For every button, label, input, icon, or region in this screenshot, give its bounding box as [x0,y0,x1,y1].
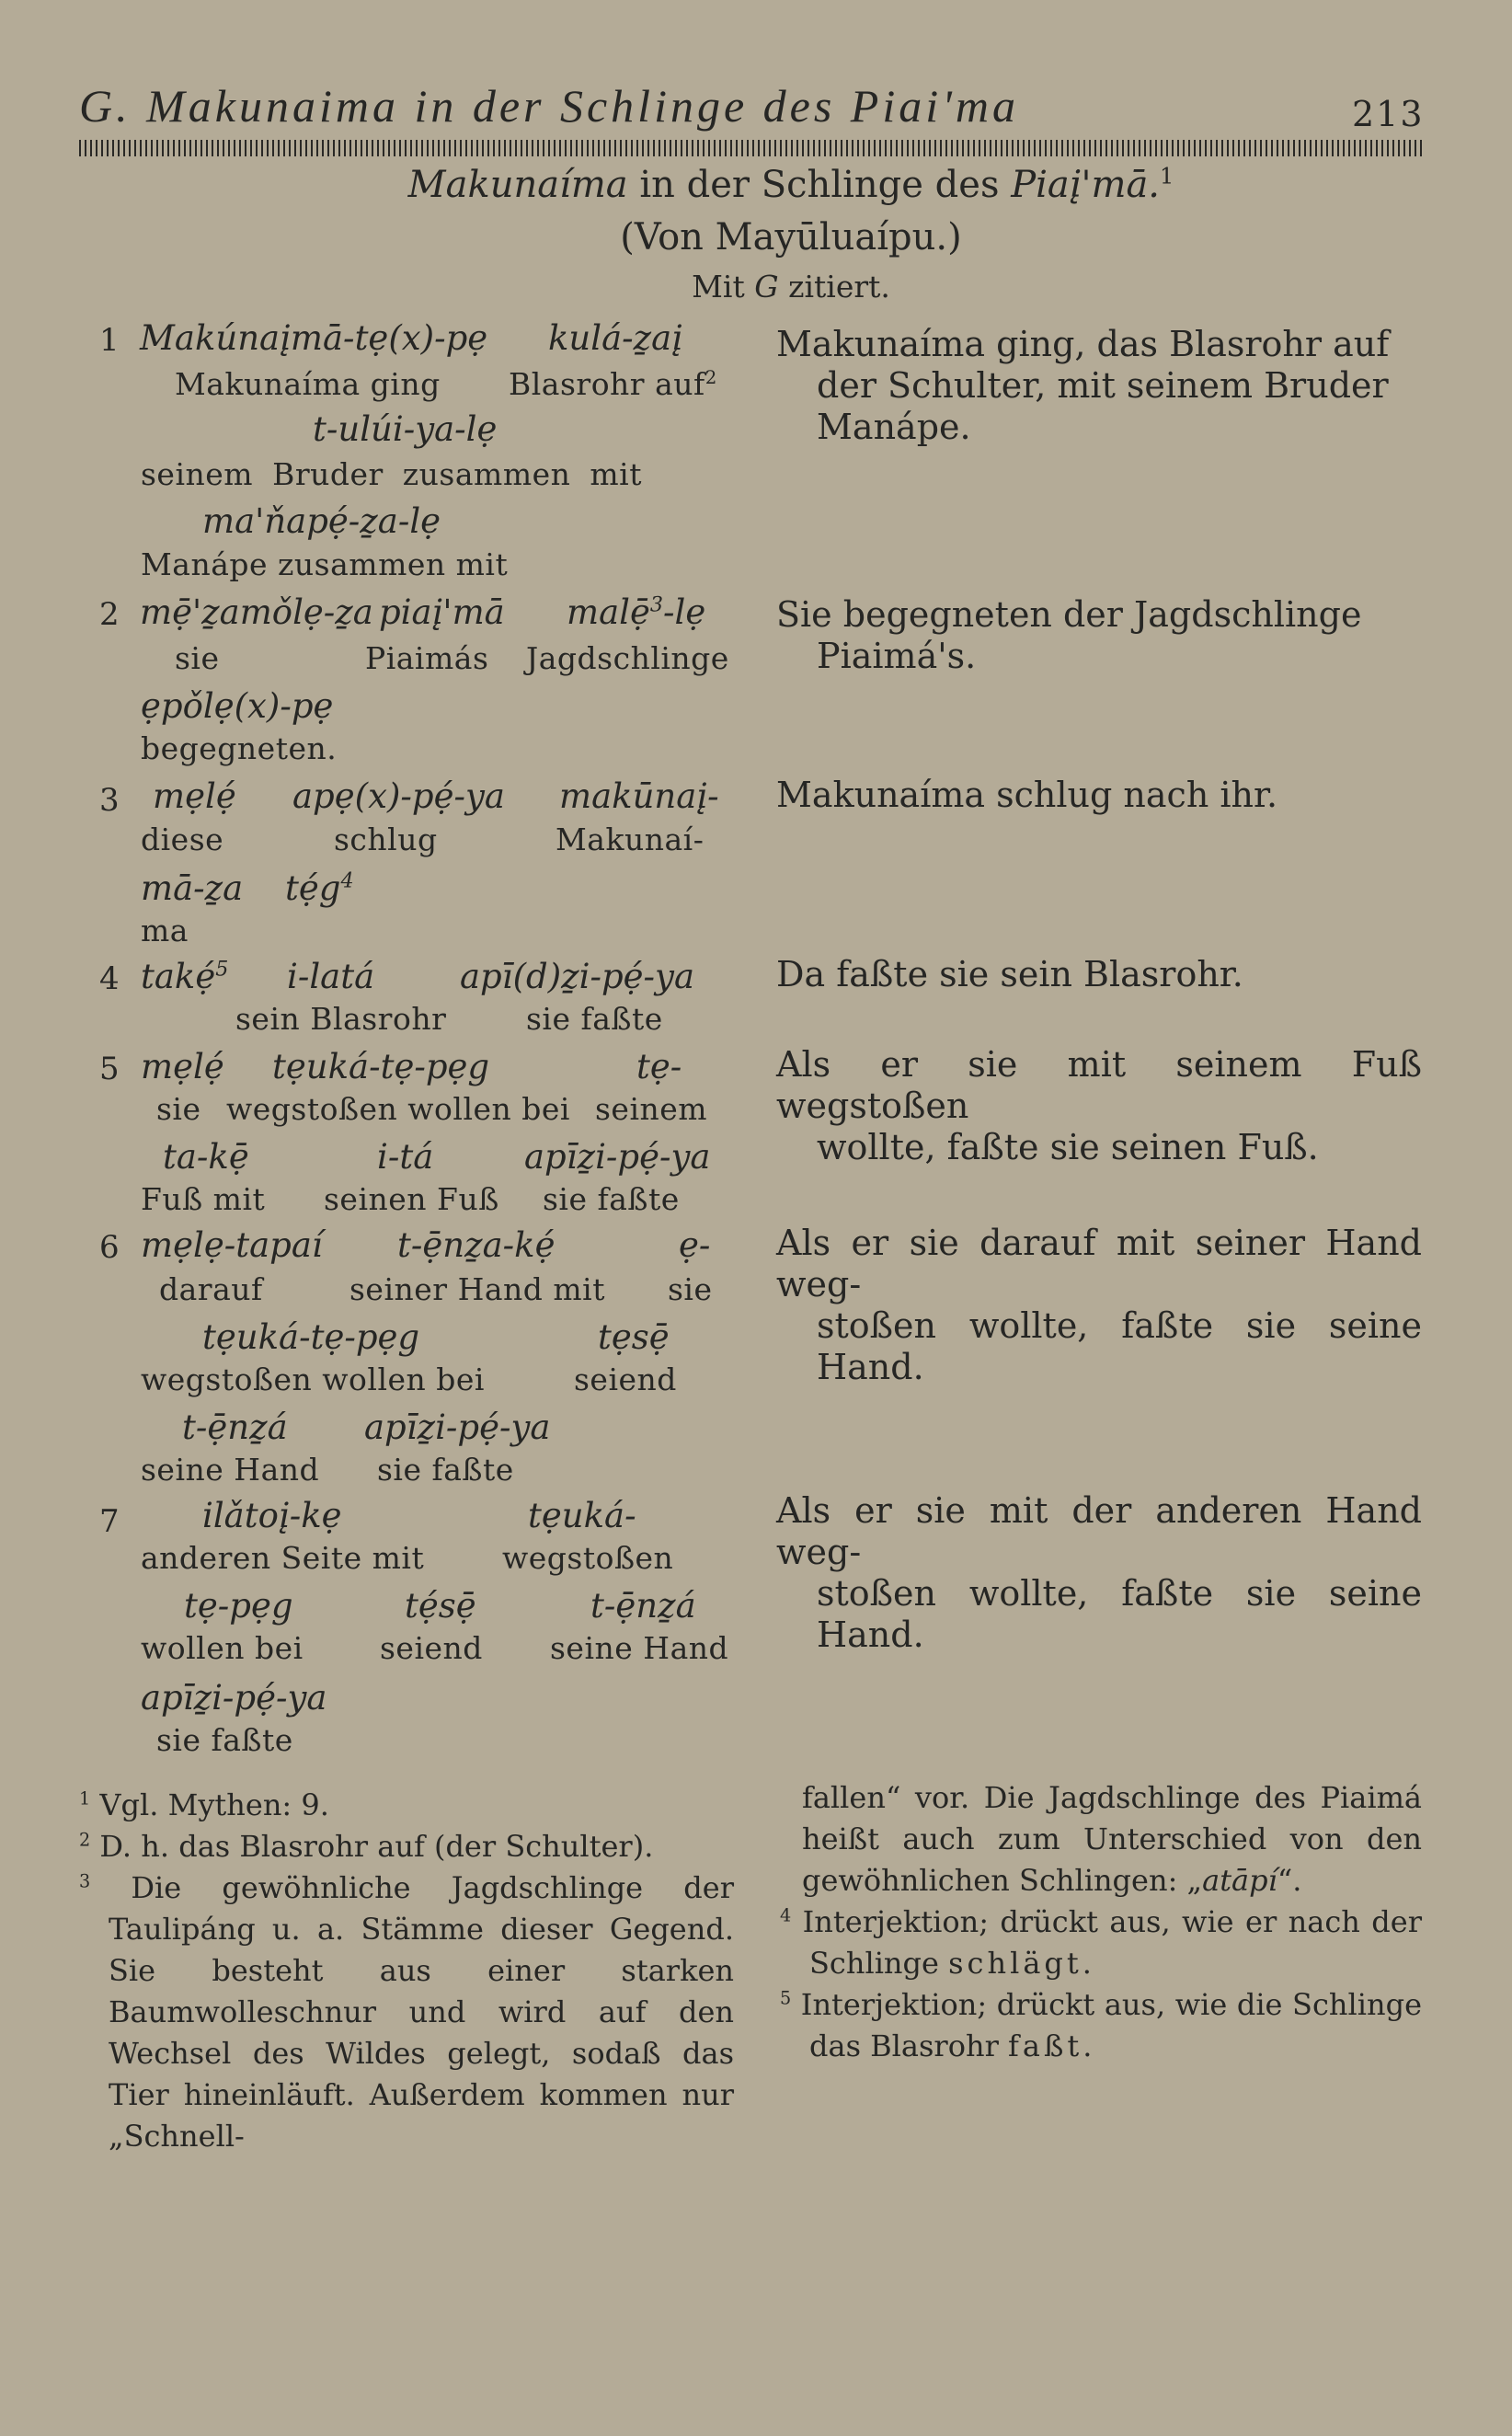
footnote-text: Vgl. Mythen: 9. [99,1787,329,1822]
title-name: Makunaíma [407,164,628,206]
title-mid: in der Schlinge des [627,164,1012,206]
footnote [780,1984,1422,2067]
native-text: -lẹ [663,592,706,632]
native-word: mā-ẕa [141,868,244,908]
gloss-word: schlug [334,822,438,857]
citation-text-2: zitiert. [788,269,890,304]
native-word: piaį'mā [379,592,505,632]
native-word: t-ẹ̄nẕa-kẹ́ [397,1225,556,1265]
gloss-word: anderen Seite mit [141,1540,425,1576]
footnote-mark: 4 [340,868,354,893]
citation-letter: G [754,269,779,304]
story-source: (Von Mayūluaípu.) [620,216,962,259]
footnote [79,1826,734,1867]
header-rule [79,140,1424,156]
translation-line: Manápe. [817,407,971,447]
story-citation [625,269,956,304]
gloss-word: wegstoßen wollen bei [226,1091,570,1127]
translation-line: stoßen wollte, faßte sie seine Hand. [817,1305,1422,1387]
native-text: tẹ́g [285,868,341,908]
gloss-word: seine Hand [141,1452,320,1488]
translation-line: Als er sie darauf mit seiner Hand weg- [776,1223,1422,1304]
gloss-word: seinem Bruder zusammen mit [141,456,642,492]
gloss-word: Makunaí- [556,822,704,857]
native-word: makūnaį- [559,776,719,816]
native-word: tẹsẹ̄ [598,1317,670,1357]
footnote-text: D. h. das Blasrohr auf (der Schulter). [99,1829,654,1864]
section-number: 5 [99,1051,120,1087]
translation [776,324,1422,448]
footnote-mark: 2 [704,367,717,388]
gloss-word: Makunaíma ging [175,366,441,402]
native-word: tẹuká- [528,1496,636,1535]
gloss-word [509,366,717,402]
translation [776,1490,1422,1656]
native-word: i-tá [377,1137,434,1177]
translation-line: Als er sie mit der anderen Hand weg- [776,1490,1422,1572]
native-word [141,957,228,996]
native-word: apīẕi-pẹ́-ya [364,1408,551,1447]
gloss-word: Jagdschlinge [526,640,729,676]
gloss-word: diese [141,822,224,857]
gloss-word: ma [141,913,189,948]
translation-line: Sie begegneten der Jagdschlinge [776,594,1362,635]
native-word: t-ẹ̄nẕá [182,1408,288,1447]
gloss-word: darauf [159,1271,263,1307]
native-word: apẹ(x)-pẹ́-ya [292,776,505,816]
footnote-text: Die gewöhnliche Jagdschlinge der Taulipáng u. a. Stämme dieser Gegend. Sie besteht aus einer starken Baumwolleschnur und wird auf den Wechsel des Wildes gelegt, sodaß das Tier hineinläuft. Außerdem kommen nur „Schnell- [109,1870,735,2154]
translation-line: der Schulter, mit seinem Bruder [817,365,1389,406]
footnote-text: Interjektion; drückt aus, wie er nach der Schlinge [802,1904,1423,1981]
translation-line: Piaimá's. [817,636,977,676]
title-footnote-mark: 1 [1160,163,1174,190]
native-word: i-latá [287,957,375,996]
footnote-spaced-word: schlägt [948,1946,1082,1981]
native-word: mẹlẹ́ [141,1047,224,1086]
native-word [567,592,705,632]
gloss-word: seinem [595,1091,708,1127]
native-word: tẹ-pẹg [184,1586,293,1626]
footnote-mark: 2 [79,1829,91,1851]
section-number: 6 [99,1229,120,1266]
native-word: mẹ̄'ẕamǒlẹ-ẕa [140,592,373,632]
gloss-word: seiend [574,1362,677,1397]
native-text: takẹ́ [141,957,216,996]
native-word: ẹ- [679,1225,711,1265]
native-word: tẹ́sẹ̄ [405,1586,476,1626]
footnote-term: atāpí [1202,1863,1277,1898]
gloss-word: seiner Hand mit [349,1271,605,1307]
native-word: apīẕi-pẹ́-ya [524,1137,711,1177]
footnote-mark: 5 [780,1987,792,2009]
translation [776,954,1422,995]
gloss-word: begegneten. [141,730,338,766]
section-number: 7 [99,1503,120,1540]
footnote-mark: 4 [780,1904,792,1926]
native-word: tẹuká-tẹ-pẹg [202,1317,420,1357]
footnote-text: . [1082,1946,1092,1981]
native-word: mẹlẹ-tapaí [141,1225,323,1265]
native-word: apī(d)ẕi-pẹ́-ya [460,957,695,996]
native-word: kulá-ẕaį [548,318,683,358]
section-number: 1 [99,322,120,359]
gloss-word: seinen Fuß [324,1181,499,1217]
footnote-text: . [1082,2028,1093,2063]
translation-line: wollte, faßte sie seinen Fuß. [817,1127,1319,1167]
footnote [79,1867,734,2157]
gloss-word: wollen bei [141,1630,304,1666]
footnote-mark: 3 [79,1870,91,1892]
translation-line: Da faßte sie sein Blasrohr. [776,954,1243,994]
gloss-word: sie faßte [526,1001,663,1037]
native-word: mẹlẹ́ [153,776,236,816]
footnote-mark: 3 [649,592,663,617]
native-word: Makúnaįmā-tẹ(x)-pẹ [140,318,488,358]
native-word: apīẕi-pẹ́-ya [141,1678,327,1718]
gloss-word: wegstoßen [502,1540,674,1576]
gloss-word: Manápe zusammen mit [141,546,509,582]
translation [776,775,1422,816]
footnote-mark: 5 [215,957,229,982]
translation [776,594,1422,677]
gloss-word: wegstoßen wollen bei [141,1362,485,1397]
translation-line: Makunaíma ging, das Blasrohr auf [776,324,1390,364]
footnote-continuation [780,1777,1422,1902]
footnote-text: fallen“ vor. Die Jagdschlinge des Piaimá heißt auch zum Unterschied von den gewöhnlichen Schlingen: „ [802,1780,1422,1898]
translation-line: Makunaíma schlug nach ihr. [776,775,1278,815]
section-number: 2 [99,596,120,633]
native-word: ẹpǒlẹ(x)-pẹ [141,686,334,726]
translation-line: stoßen wollte, faßte sie seine Hand. [817,1573,1422,1655]
citation-text: Mit [692,269,745,304]
native-word: tẹ- [636,1047,682,1086]
native-word: t-ẹ̄nẕá [590,1586,696,1626]
gloss-word: sie [668,1271,713,1307]
section-number: 4 [99,960,120,997]
native-word: ma'ňapẹ́-ẕa-lẹ [202,501,441,541]
gloss-word: seine Hand [550,1630,729,1666]
translation [776,1044,1422,1168]
gloss-word: sie faßte [377,1452,514,1488]
footnote [780,1902,1422,1984]
gloss-word: sie [175,640,220,676]
footnotes-left [79,1785,734,2157]
translation [776,1223,1422,1388]
page-number: 213 [1352,94,1425,134]
gloss-text: Blasrohr auf [509,366,705,402]
gloss-word: Piaimás [365,640,489,676]
section-number: 3 [99,782,120,819]
native-word: ta-kẹ̄ [163,1137,249,1177]
native-word [285,868,354,908]
gloss-word: Fuß mit [141,1181,266,1217]
title-name-2: Piaį'mā. [1011,164,1161,206]
native-word: t-ulúi-ya-lẹ [313,409,498,449]
native-word: tẹuká-tẹ-pẹg [272,1047,490,1086]
gloss-word: seiend [380,1630,483,1666]
gloss-word: sein Blasrohr [235,1001,447,1037]
gloss-word: sie faßte [543,1181,680,1217]
translation-line: Als er sie mit seinem Fuß wegstoßen [776,1044,1422,1126]
gloss-word: sie faßte [156,1722,293,1758]
footnote [79,1785,734,1826]
footnote-mark: 1 [79,1787,91,1810]
footnote-text: Interjektion; drückt aus, wie die Schlinge das Blasrohr [800,1987,1423,2063]
footnote-spaced-word: faßt [1008,2028,1083,2063]
gloss-word: sie [156,1091,201,1127]
native-word: ilǎtoį-kẹ [202,1496,342,1535]
native-text: malẹ̄ [567,592,650,632]
footnotes-right [780,1777,1422,2067]
story-title [349,164,1232,206]
running-title: G. Makunaima in der Schlinge des Piai'ma [79,80,1019,132]
footnote-text: “. [1277,1863,1302,1898]
